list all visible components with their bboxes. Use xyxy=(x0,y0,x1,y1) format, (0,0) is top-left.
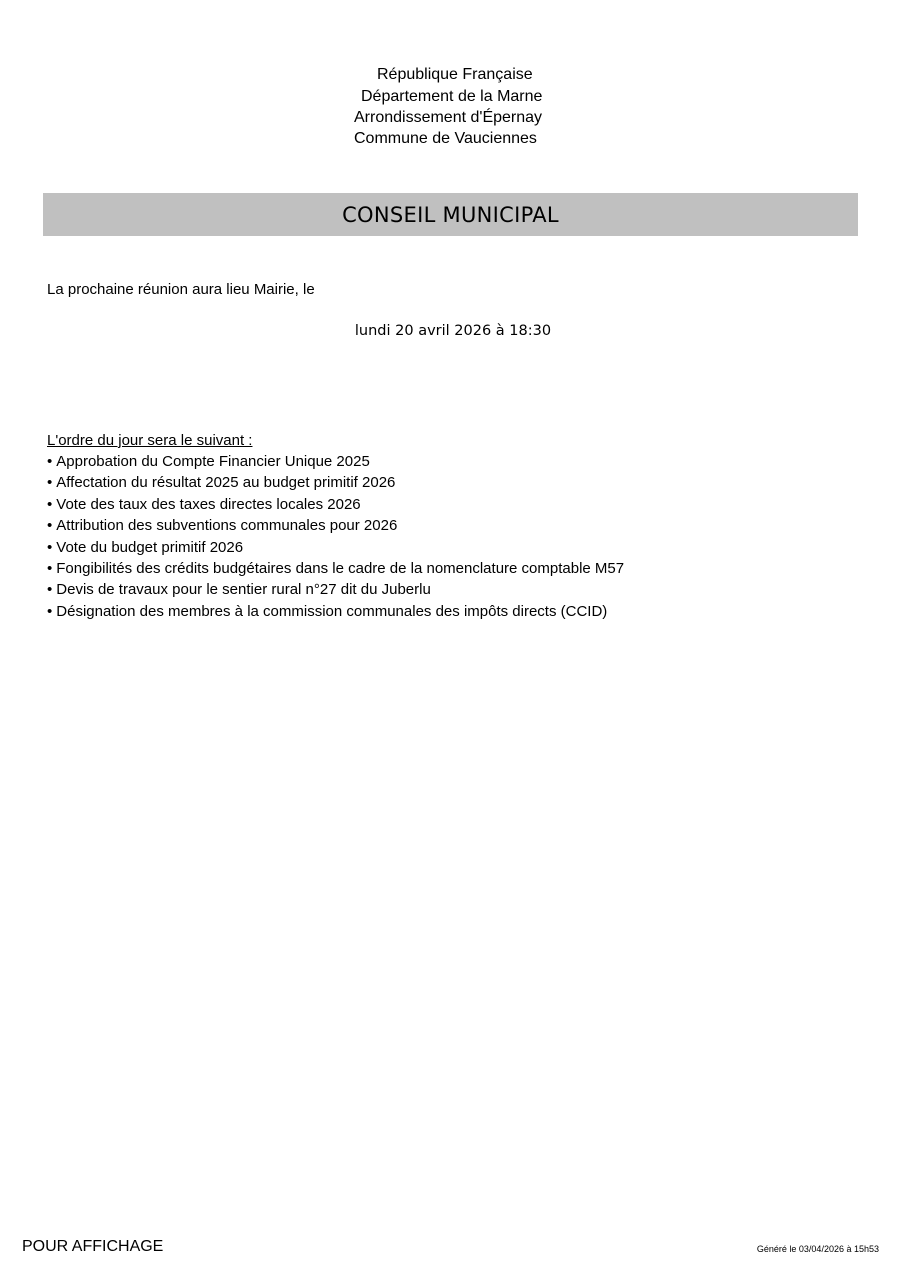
bullet-icon: • xyxy=(47,495,53,513)
agenda-item-text: Vote du budget primitif 2026 xyxy=(56,538,244,556)
agenda xyxy=(47,431,624,622)
agenda-item-text: Devis de travaux pour le sentier rural n°27 dit du Juberlu xyxy=(56,581,431,599)
agenda-item xyxy=(47,537,624,558)
page-title: CONSEIL MUNICIPAL xyxy=(342,202,559,227)
footer-generated-timestamp: Généré le 03/04/2026 à 15h53 xyxy=(756,1244,879,1254)
meeting-intro: La prochaine réunion aura lieu Mairie, le xyxy=(47,281,315,298)
agenda-item-text: Attribution des subventions communales pour 2026 xyxy=(56,517,398,535)
agenda-list xyxy=(47,451,624,622)
agenda-item xyxy=(47,451,624,472)
header-department: Département de la Marne xyxy=(361,88,543,105)
bullet-icon: • xyxy=(47,560,53,578)
bullet-icon: • xyxy=(47,538,53,556)
bullet-icon: • xyxy=(47,453,53,470)
agenda-item xyxy=(47,579,624,600)
agenda-item xyxy=(47,601,624,622)
agenda-item xyxy=(47,494,624,515)
bullet-icon: • xyxy=(47,581,53,599)
bullet-icon: • xyxy=(47,602,53,620)
header-republic: République Française xyxy=(377,66,533,83)
title-banner xyxy=(43,193,858,236)
footer-posting-label: POUR AFFICHAGE xyxy=(22,1238,164,1255)
bullet-icon: • xyxy=(47,474,53,492)
bullet-icon: • xyxy=(47,517,53,535)
agenda-item-text: Désignation des membres à la commission communales des impôts directs (CCID) xyxy=(56,602,608,620)
header-commune: Commune de Vauciennes xyxy=(354,130,537,147)
agenda-item-text: Fongibilités des crédits budgétaires dans le cadre de la nomenclature comptable M57 xyxy=(56,560,625,578)
agenda-item-text: Vote des taux des taxes directes locales 2026 xyxy=(56,495,361,513)
agenda-item-text: Approbation du Compte Financier Unique 2025 xyxy=(56,453,370,470)
agenda-item xyxy=(47,472,624,493)
meeting-date: lundi 20 avril 2026 à 18:30 xyxy=(354,323,552,339)
agenda-heading: L'ordre du jour sera le suivant : xyxy=(47,432,253,449)
agenda-item xyxy=(47,558,624,579)
agenda-item-text: Affectation du résultat 2025 au budget primitif 2026 xyxy=(56,474,396,492)
agenda-item xyxy=(47,515,624,536)
header-arrondissement: Arrondissement d'Épernay xyxy=(354,109,543,126)
